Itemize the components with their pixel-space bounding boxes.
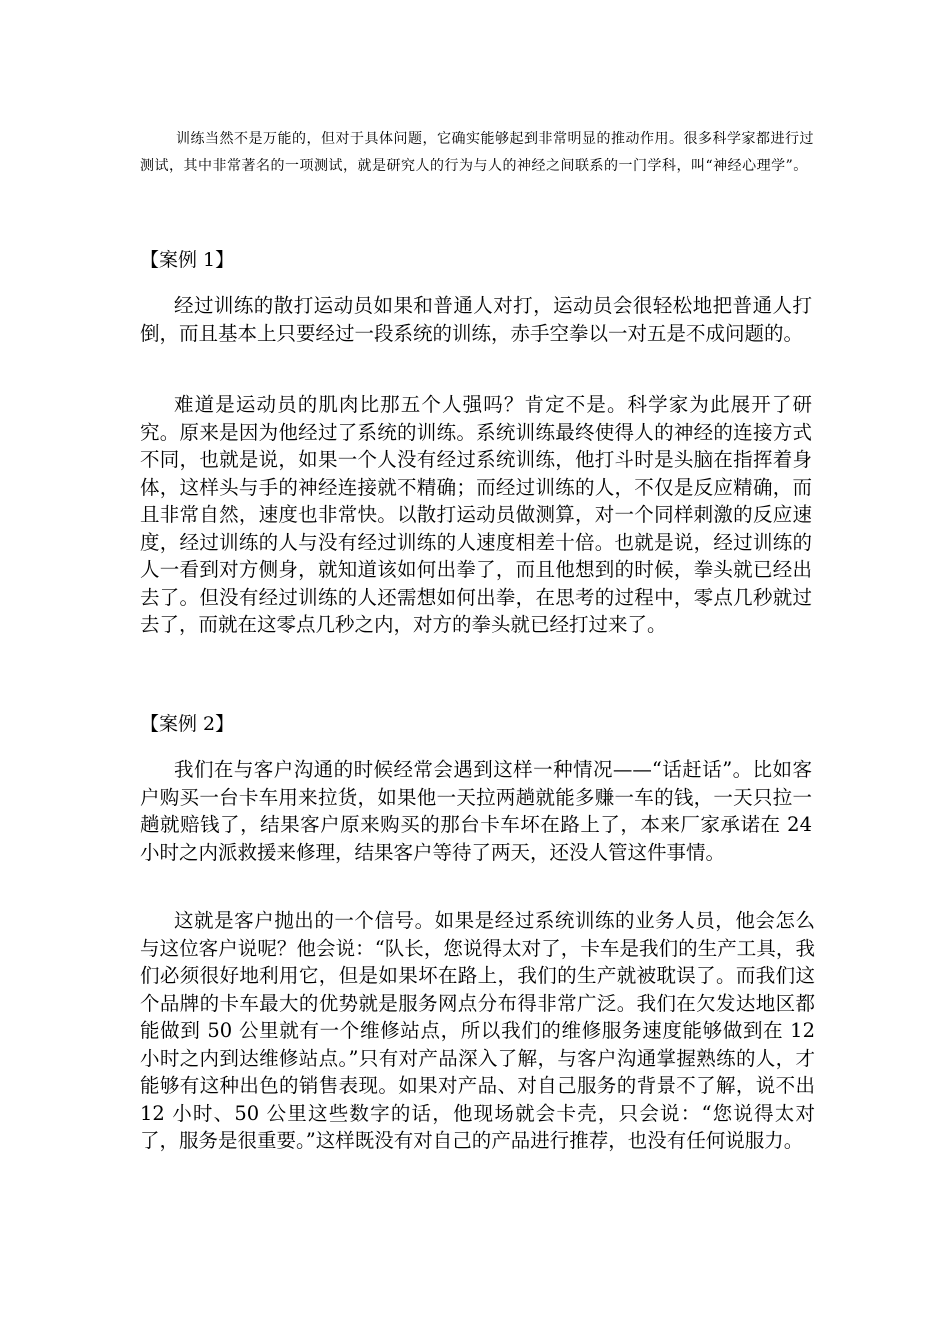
case-2-paragraph-1: 我们在与客户沟通的时候经常会遇到这样一种情况——“话赶话”。比如客户购买一台卡车用来拉货，如果他一天拉两趟就能多赚一车的钱，一天只拉一趟就赔钱了，结果客户原来购买的那台卡车坏在路上了，本来厂家承诺在 24 小时之内派救援来修理，结果客户等待了两天，还没人管这件事情。	[140, 758, 812, 864]
intro-paragraph: 训练当然不是万能的，但对于具体问题，它确实能够起到非常明显的推动作用。很多科学家都进行过测试，其中非常著名的一项测试，就是研究人的行为与人的神经之间联系的一门学科，叫“神经心理学”。	[140, 131, 814, 174]
case-1-paragraph-1: 经过训练的散打运动员如果和普通人对打，运动员会很轻松地把普通人打倒，而且基本上只要经过一段系统的训练，赤手空拳以一对五是不成问题的。	[140, 294, 812, 345]
case-1-paragraph-2: 难道是运动员的肌肉比那五个人强吗？肯定不是。科学家为此展开了研究。原来是因为他经过了系统的训练。系统训练最终使得人的神经的连接方式不同，也就是说，如果一个人没有经过系统训练，他打斗时是头脑在指挥着身体，这样头与手的神经连接就不精确；而经过训练的人，不仅是反应精确，而且非常自然，速度也非常快。以散打运动员做测算，对一个同样刺激的反应速度，经过训练的人与没有经过训练的人速度相差十倍。也就是说，经过训练的人一看到对方侧身，就知道该如何出拳了，而且他想到的时候，拳头就已经出去了。但没有经过训练的人还需想如何出拳，在思考的过程中，零点几秒就过去了，而就在这零点几秒之内，对方的拳头就已经打过来了。	[140, 393, 812, 636]
case-1-heading: 【案例 1】	[140, 249, 235, 271]
case-2-heading: 【案例 2】	[140, 713, 235, 735]
case-2-paragraph-2: 这就是客户抛出的一个信号。如果是经过系统训练的业务人员，他会怎么与这位客户说呢？他会说：“队长，您说得太对了，卡车是我们的生产工具，我们必须很好地利用它，但是如果坏在路上，我们的生产就被耽误了。而我们这个品牌的卡车最大的优势就是服务网点分布得非常广泛。我们在欠发达地区都能做到 50 公里就有一个维修站点，所以我们的维修服务速度能够做到在 12 小时之内到达维修站点。”只有对产品深入了解，与客户沟通掌握熟练的人，才能够有这种出色的销售表现。如果对产品、对自己服务的背景不了解，说不出 12 小时、50 公里这些数字的话，他现场就会卡壳，只会说：“您说得太对了，服务是很重要。”这样既没有对自己的产品进行推荐，也没有任何说服力。	[140, 909, 815, 1152]
